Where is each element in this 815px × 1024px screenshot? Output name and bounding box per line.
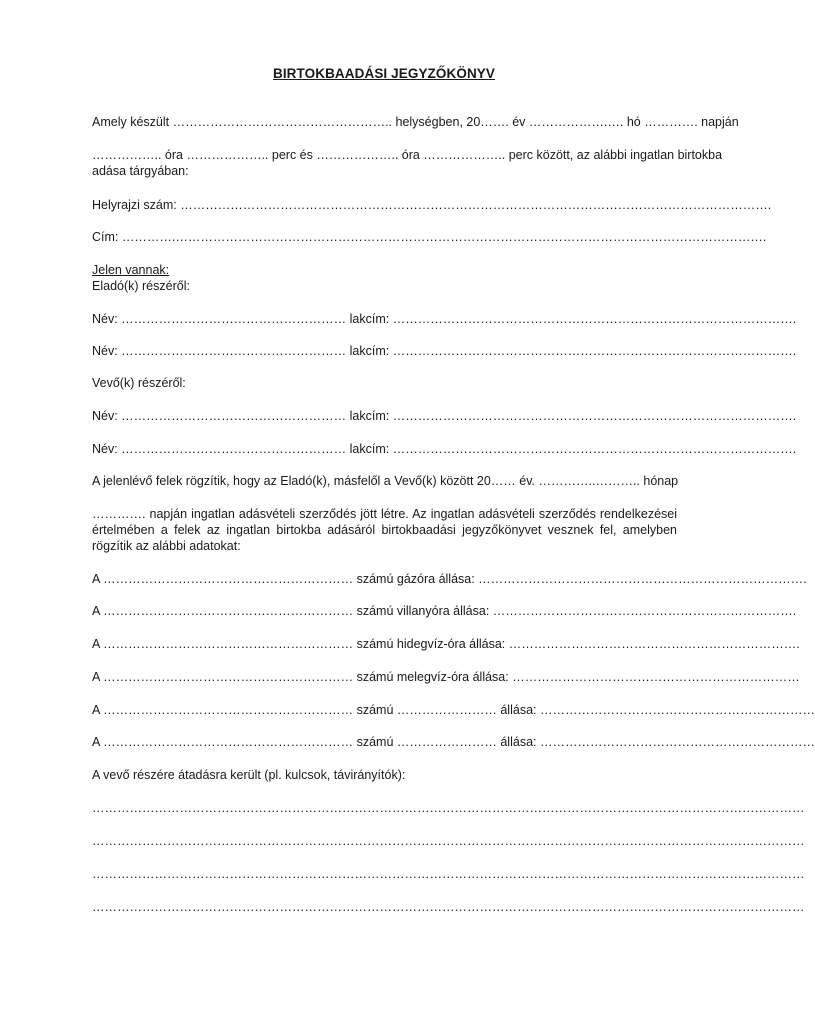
handover-heading: A vevő részére átadásra került (pl. kulcsok, távirányítók): bbox=[92, 768, 406, 782]
meter-row-other-2: A …………………………………………………… számú …………………… állása: ………………………………………………………… bbox=[92, 735, 815, 749]
seller-heading: Eladó(k) részéről: bbox=[92, 279, 190, 293]
buyer-heading: Vevő(k) részéről: bbox=[92, 376, 186, 390]
meter-row-electric: A …………………………………………………… számú villanyóra állása: ………………………………………………………………. bbox=[92, 604, 797, 618]
handover-line-2: ……………………………………………………………………………………………………………………………………………………… bbox=[92, 834, 805, 848]
intro-line-3: adása tárgyában: bbox=[92, 164, 189, 178]
para-line-4: rögzítik az alábbi adatokat: bbox=[92, 539, 241, 553]
intro-line-1: Amely készült …………………………………………….. helységben, 20……. év ……………….…. hó …………. napján bbox=[92, 115, 739, 129]
handover-line-1: ……………………………………………………………………………………………………………………………………………………… bbox=[92, 801, 805, 815]
meter-row-other-1: A …………………………………………………… számú …………………… állása: ………………………………………………………… bbox=[92, 703, 815, 717]
buyer-row-2: Név: ……………………………………………… lakcím: ……………………………………………………………………………………. bbox=[92, 442, 797, 456]
meter-row-gas: A …………………………………………………… számú gázóra állása: ……………………………………………………………………. bbox=[92, 572, 807, 586]
seller-row-1: Név: ……………………………………………… lakcím: ……………………………………………………………………………………. bbox=[92, 312, 797, 326]
meter-row-hotwater: A …………………………………………………… számú melegvíz-óra állása: …………………………………………………………… bbox=[92, 670, 800, 684]
seller-row-2: Név: ……………………………………………… lakcím: ……………………………………………………………………………………. bbox=[92, 344, 797, 358]
meter-row-coldwater: A …………………………………………………… számú hidegvíz-óra állása: ……………………………………………………………. bbox=[92, 637, 800, 651]
cim-line: Cím: ………….……………………………………………………………………………………………………………………………. bbox=[92, 230, 767, 244]
buyer-row-1: Név: ……………………………………………… lakcím: ……………………………………………………………………………………. bbox=[92, 409, 797, 423]
para-line-1: A jelenlévő felek rögzítik, hogy az Eladó(k), másfelől a Vevő(k) között 20…… év. …………..……….. hónap bbox=[92, 474, 679, 488]
handover-line-4: ……………………………………………………………………………………………………………………………………………………… bbox=[92, 900, 805, 914]
intro-line-2: …………….. óra ……………….. perc és ……………….. óra ……………….. perc között, az alábbi ingatlan birtokba bbox=[92, 148, 723, 162]
para-line-2: …………. napján ingatlan adásvételi szerződés jött létre. Az ingatlan adásvételi szerződés rendelkezései bbox=[92, 507, 677, 521]
document-title: BIRTOKBAADÁSI JEGYZŐKÖNYV bbox=[272, 66, 496, 81]
handover-line-3: ……………………………………………………………………………………………………………………………………………………… bbox=[92, 867, 805, 881]
para-line-3: értelmében a felek az ingatlan birtokba adásáról birtokbaadási jegyzőkönyvet vesznek fel, amelyben bbox=[92, 523, 677, 537]
helyrajzi-line: Helyrajzi szám: ……………………………………………………………………………………………………………………………. bbox=[92, 198, 772, 212]
present-heading: Jelen vannak: bbox=[92, 263, 170, 277]
